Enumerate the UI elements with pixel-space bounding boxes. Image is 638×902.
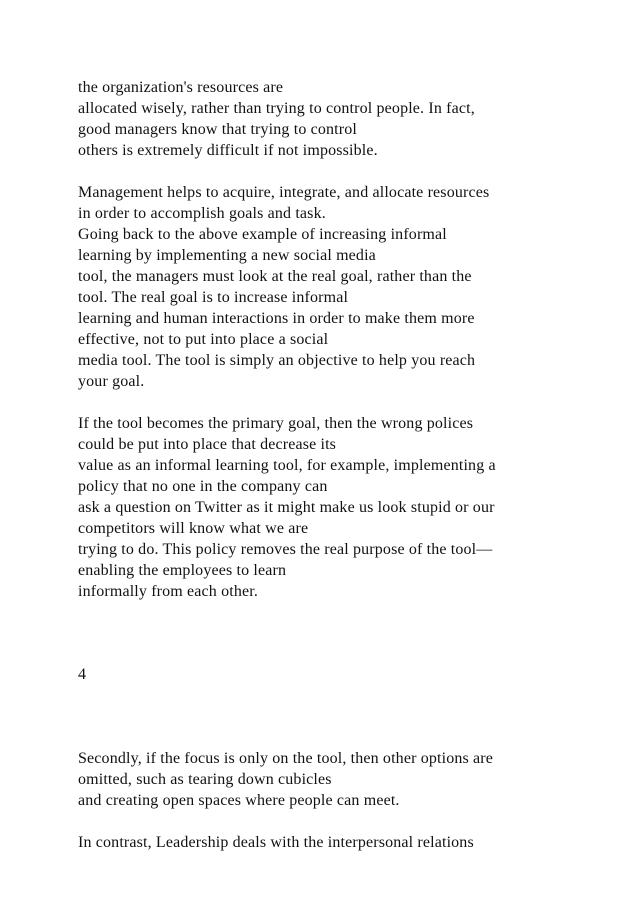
text-line: informally from each other. bbox=[78, 583, 258, 600]
text-line: enabling the employees to learn bbox=[78, 562, 287, 579]
text-line: value as an informal learning tool, for example, implementing a bbox=[78, 457, 496, 474]
text-line: your goal. bbox=[78, 373, 145, 390]
text-line: trying to do. This policy removes the real purpose of the tool— bbox=[78, 541, 493, 558]
text-line: Secondly, if the focus is only on the tool, then other options are bbox=[78, 750, 494, 767]
text-line: tool. The real goal is to increase informal bbox=[78, 289, 349, 306]
page-number: 4 bbox=[78, 666, 87, 683]
text-line: learning and human interactions in order to make them more bbox=[78, 310, 475, 327]
text-line: the organization's resources are bbox=[78, 79, 284, 96]
text-line: omitted, such as tearing down cubicles bbox=[78, 771, 332, 788]
text-line: competitors will know what we are bbox=[78, 520, 309, 537]
text-line: If the tool becomes the primary goal, then the wrong polices bbox=[78, 415, 474, 432]
text-line: ask a question on Twitter as it might make us look stupid or our bbox=[78, 499, 495, 516]
text-line: learning by implementing a new social media bbox=[78, 247, 376, 264]
text-line: could be put into place that decrease its bbox=[78, 436, 337, 453]
text-line: tool, the managers must look at the real goal, rather than the bbox=[78, 268, 472, 285]
text-line: and creating open spaces where people can meet. bbox=[78, 792, 400, 809]
text-line: others is extremely difficult if not impossible. bbox=[78, 142, 378, 159]
text-line: effective, not to put into place a social bbox=[78, 331, 329, 348]
text-line: Going back to the above example of increasing informal bbox=[78, 226, 447, 243]
text-line: media tool. The tool is simply an objective to help you reach bbox=[78, 352, 476, 369]
text-line: Management helps to acquire, integrate, and allocate resources bbox=[78, 184, 490, 201]
text-line: In contrast, Leadership deals with the interpersonal relations bbox=[78, 834, 474, 851]
text-line: good managers know that trying to control bbox=[78, 121, 357, 138]
text-line: allocated wisely, rather than trying to control people. In fact, bbox=[78, 100, 475, 117]
text-line: policy that no one in the company can bbox=[78, 478, 328, 495]
text-line: in order to accomplish goals and task. bbox=[78, 205, 326, 222]
